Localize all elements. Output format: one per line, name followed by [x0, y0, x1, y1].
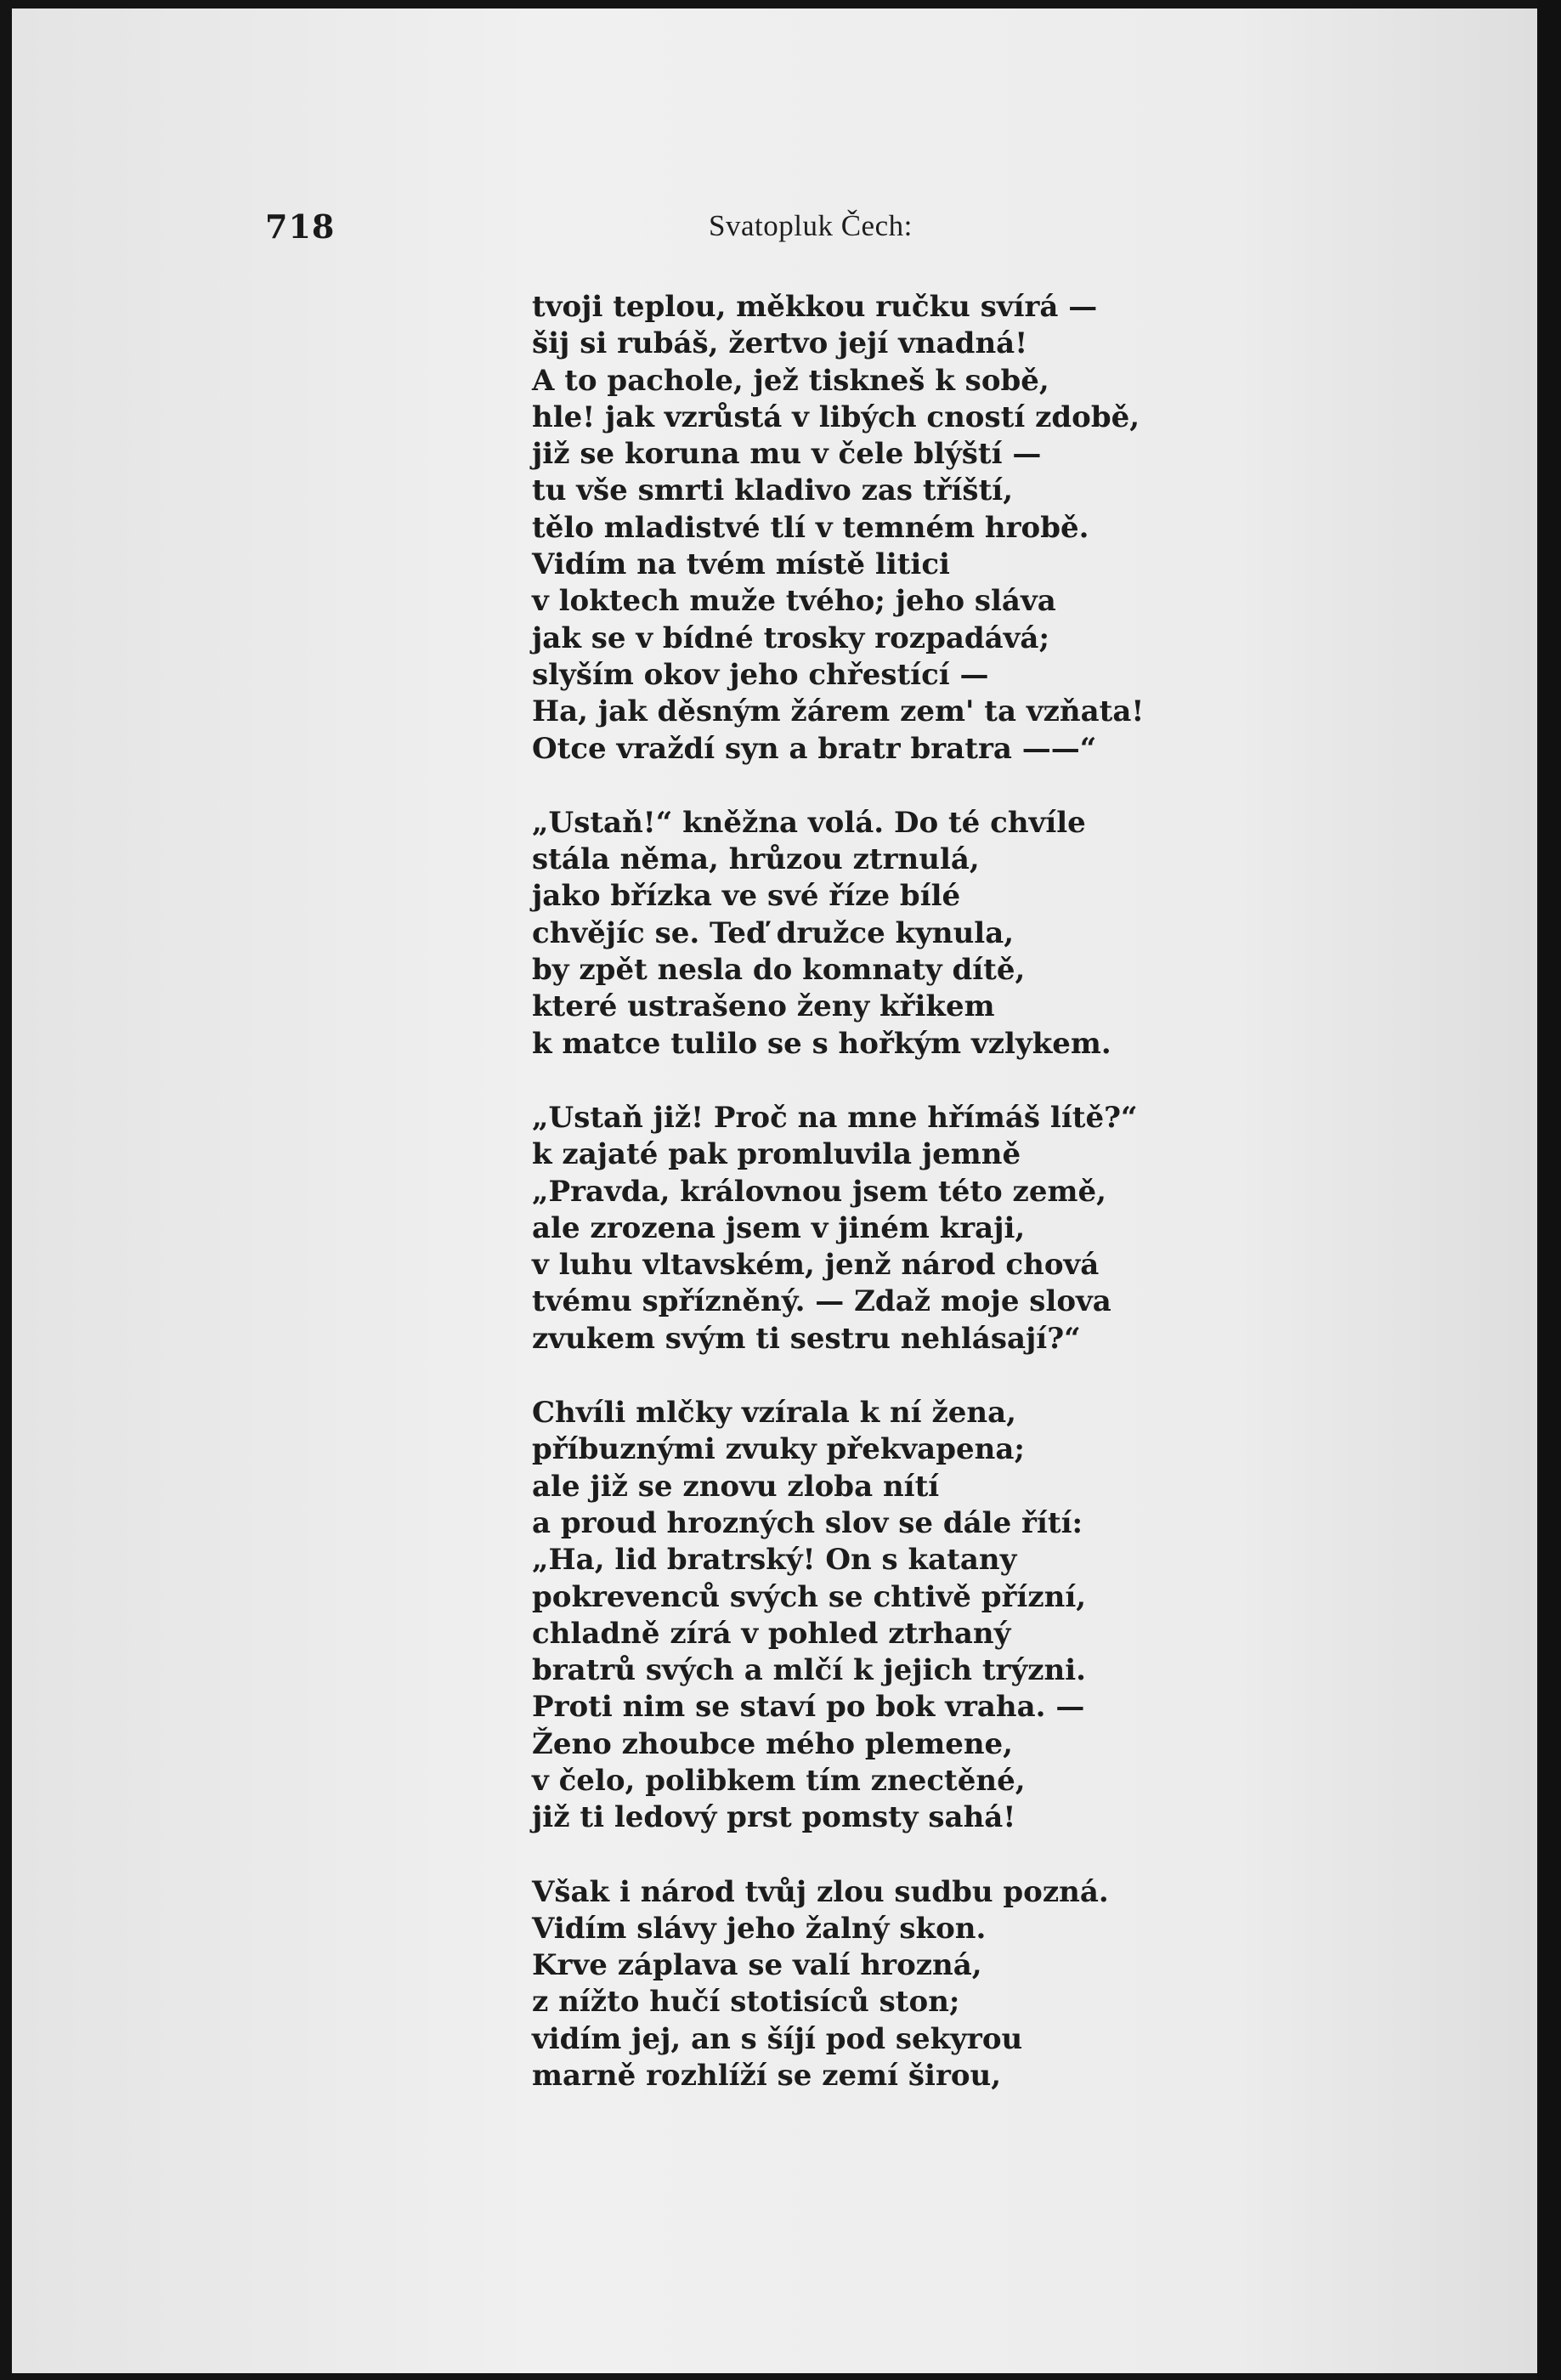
poem-line: k matce tulilo se s hořkým vzlykem.	[532, 1026, 1111, 1061]
poem-line: chladně zírá v pohled ztrhaný	[532, 1616, 1011, 1651]
poem-line: tvoji teplou, měkkou ručku svírá —	[532, 290, 1098, 324]
poem-line: a proud hrozných slov se dále řítí:	[532, 1505, 1083, 1540]
poem-line: šij si rubáš, žertvo její vnadná!	[532, 326, 1028, 361]
poem-line: tělo mladistvé tlí v temném hrobě.	[532, 510, 1089, 545]
poem-line: Vidím slávy jeho žalný skon.	[532, 1911, 987, 1946]
poem-line: pokrevenců svých se chtivě přízní,	[532, 1579, 1087, 1614]
poem-line: by zpět nesla do komnaty dítě,	[532, 953, 1026, 988]
poem-line: ale již se znovu zloba nítí	[532, 1469, 940, 1504]
poem-line: tu vše smrti kladivo zas tříští,	[532, 473, 1014, 508]
page-header	[12, 207, 1537, 250]
poem-line: příbuznými zvuky překvapena;	[532, 1432, 1025, 1467]
poem-line: Otce vraždí syn a bratr bratra ——“	[532, 731, 1097, 766]
poem-line: v luhu vltavském, jenž národ chová	[532, 1248, 1100, 1283]
poem-line: které ustrašeno ženy křikem	[532, 989, 995, 1024]
poem-line: Ha, jak děsným žárem zem' ta vzňata!	[532, 694, 1145, 729]
poem-line: Krve záplava se valí hrozná,	[532, 1948, 982, 1983]
stanza-3	[532, 1100, 1382, 1357]
stanza-4	[532, 1395, 1382, 1837]
poem-line: Proti nim se staví po bok vraha. —	[532, 1690, 1085, 1725]
poem-text	[532, 289, 1382, 2132]
poem-line: tvému spřízněný. — Zdaž moje slova	[532, 1284, 1111, 1319]
poem-line: bratrů svých a mlčí k jejich trýzni.	[532, 1653, 1086, 1688]
poem-line: v čelo, polibkem tím znectěné,	[532, 1763, 1026, 1798]
poem-line: stála něma, hrůzou ztrnulá,	[532, 842, 980, 877]
poem-line: již se koruna mu v čele blýští —	[532, 437, 1042, 472]
poem-line: „Ha, lid bratrský! On s katany	[532, 1543, 1017, 1578]
poem-line: A to pachole, jež tiskneš k sobě,	[532, 363, 1049, 398]
running-title: Svatopluk Čech:	[709, 209, 913, 242]
page-number: 718	[265, 207, 336, 246]
poem-line: chvějíc se. Teď družce kynula,	[532, 915, 1015, 950]
poem-line: již ti ledový prst pomsty sahá!	[532, 1800, 1016, 1835]
poem-line: z nížto hučí stotisíců ston;	[532, 1985, 960, 2020]
poem-line: v loktech muže tvého; jeho sláva	[532, 584, 1056, 619]
stanza-1	[532, 289, 1382, 768]
poem-line: „Ustaň již! Proč na mne hřímáš lítě?“	[532, 1100, 1138, 1135]
poem-line: Chvíli mlčky vzírala k ní žena,	[532, 1396, 1016, 1431]
poem-line: vidím jej, an s šíjí pod sekyrou	[532, 2021, 1023, 2056]
book-page	[12, 8, 1537, 2373]
poem-line: ale zrozena jsem v jiném kraji,	[532, 1210, 1026, 1245]
stanza-5	[532, 1874, 1382, 2095]
poem-line: zvukem svým ti sestru nehlásají?“	[532, 1321, 1081, 1356]
poem-line: „Pravda, královnou jsem této země,	[532, 1174, 1106, 1209]
poem-line: hle! jak vzrůstá v libých cností zdobě,	[532, 400, 1140, 434]
poem-line: Ženo zhoubce mého plemene,	[532, 1726, 1014, 1761]
poem-line: Však i národ tvůj zlou sudbu pozná.	[532, 1874, 1109, 1909]
poem-line: jako břízka ve své říze bílé	[532, 879, 961, 914]
poem-line: k zajaté pak promluvila jemně	[532, 1137, 1021, 1172]
scan-edge-shadow	[1537, 0, 1561, 2380]
stanza-2	[532, 805, 1382, 1062]
poem-line: „Ustaň!“ kněžna volá. Do té chvíle	[532, 805, 1086, 840]
poem-line: Vidím na tvém místě litici	[532, 547, 950, 582]
poem-line: jak se v bídné trosky rozpadává;	[532, 620, 1050, 655]
poem-line: slyším okov jeho chřestící —	[532, 657, 989, 692]
poem-line: marně rozhlíží se zemí širou,	[532, 2059, 1002, 2094]
